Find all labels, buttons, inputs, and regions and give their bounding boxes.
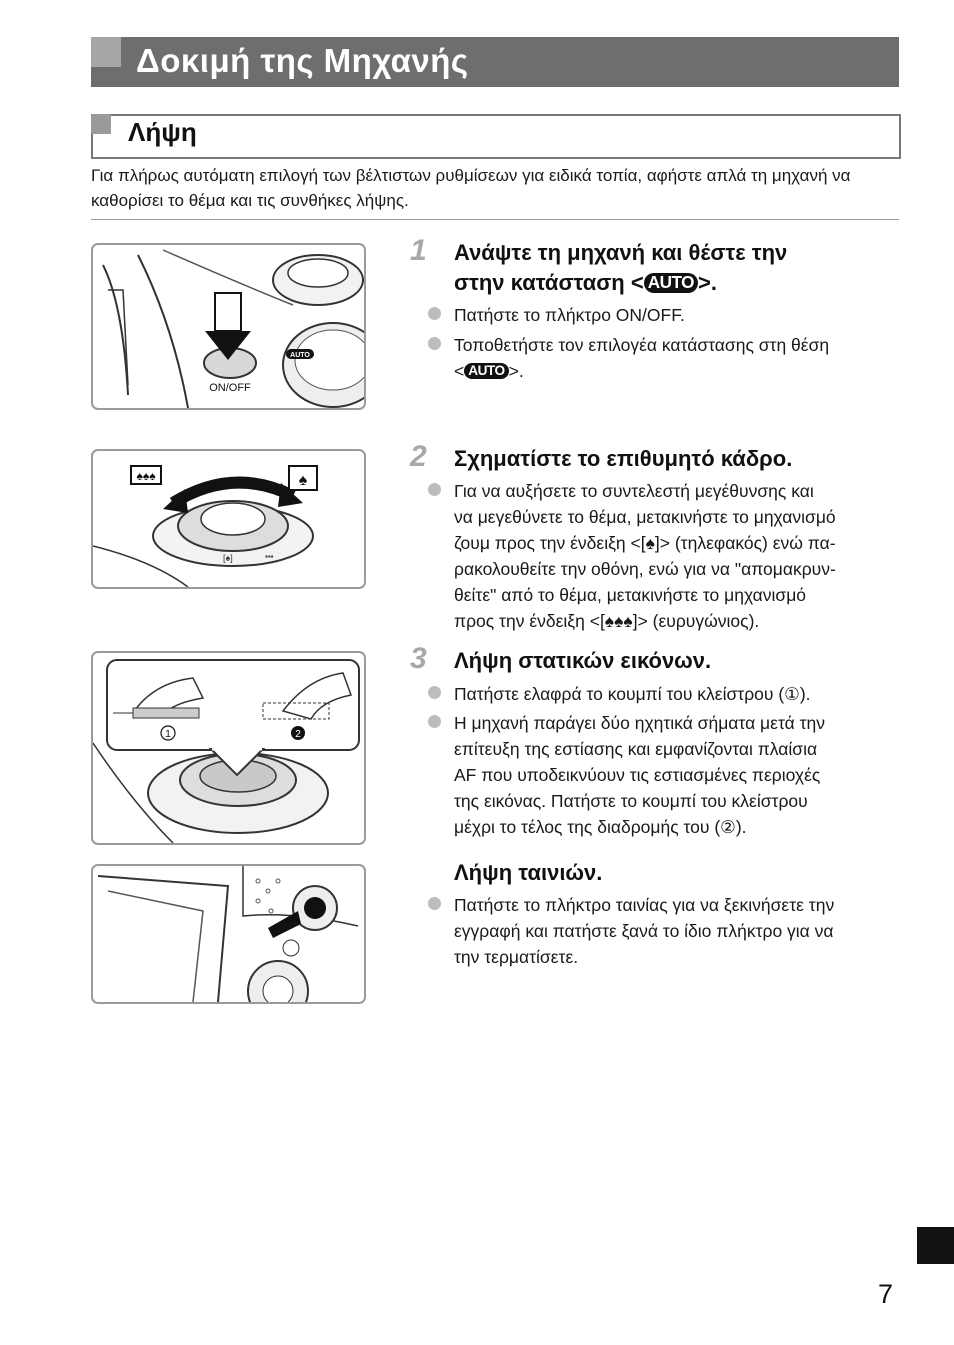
figure-shutter-button (91, 651, 366, 845)
step-1-title (454, 238, 787, 298)
page-number: 7 (878, 1279, 894, 1309)
step-3-number: 3 (410, 642, 427, 675)
movies-title: Λήψη ταινιών. (454, 860, 603, 885)
bullet-icon (428, 686, 441, 699)
on-off-label: ON/OFF (209, 382, 251, 394)
chapter-tab (917, 1227, 954, 1264)
step-3-title: Λήψη στατικών εικόνων. (454, 648, 712, 673)
figure-power-button (91, 243, 366, 410)
figure-auto-label: AUTO (290, 352, 310, 359)
step-2-number: 2 (410, 440, 427, 473)
figure-movie-button (91, 864, 366, 1004)
figure-marker-1: 1 (165, 729, 171, 740)
svg-text:♠: ♠ (298, 472, 308, 489)
step-1-number: 1 (410, 234, 427, 267)
svg-text:[♠]: [♠] (223, 553, 233, 563)
figure-zoom-lever (91, 449, 366, 589)
section-heading-box (91, 114, 901, 159)
section-intro: Για πλήρως αυτόματη επιλογή των βέλτιστων ρυθμίσεων για ειδικά τοπία, αφήστε απλά τη μηχανή να καθορίσει το θέμα και τις συνθήκες λήψης. (91, 166, 851, 210)
figure-marker-2: 2 (295, 729, 301, 740)
bullet-icon (428, 715, 441, 728)
step-2-title: Σχηματίστε το επιθυμητό κάδρο. (454, 446, 793, 471)
step-1-title-line-1: Ανάψτε τη μηχανή και θέστε την (454, 240, 788, 265)
auto-mode-icon: AUTO (644, 273, 698, 293)
bullet-icon (428, 337, 441, 350)
section-title: Λήψη (128, 117, 197, 147)
divider (91, 219, 899, 220)
section-accent-square (91, 114, 111, 134)
bullet-icon (428, 307, 441, 320)
svg-text:▪▪▪: ▪▪▪ (265, 552, 274, 561)
bullet-icon (428, 483, 441, 496)
chapter-title: Δοκιμή της Μηχανής (136, 42, 469, 79)
auto-mode-icon: AUTO (464, 363, 508, 379)
step-1-title-line-2: στην κατάσταση < AUTO >. (454, 270, 717, 295)
svg-text:♠♠♠: ♠♠♠ (136, 469, 156, 483)
bullet-icon (428, 897, 441, 910)
header-accent-square (91, 37, 121, 67)
